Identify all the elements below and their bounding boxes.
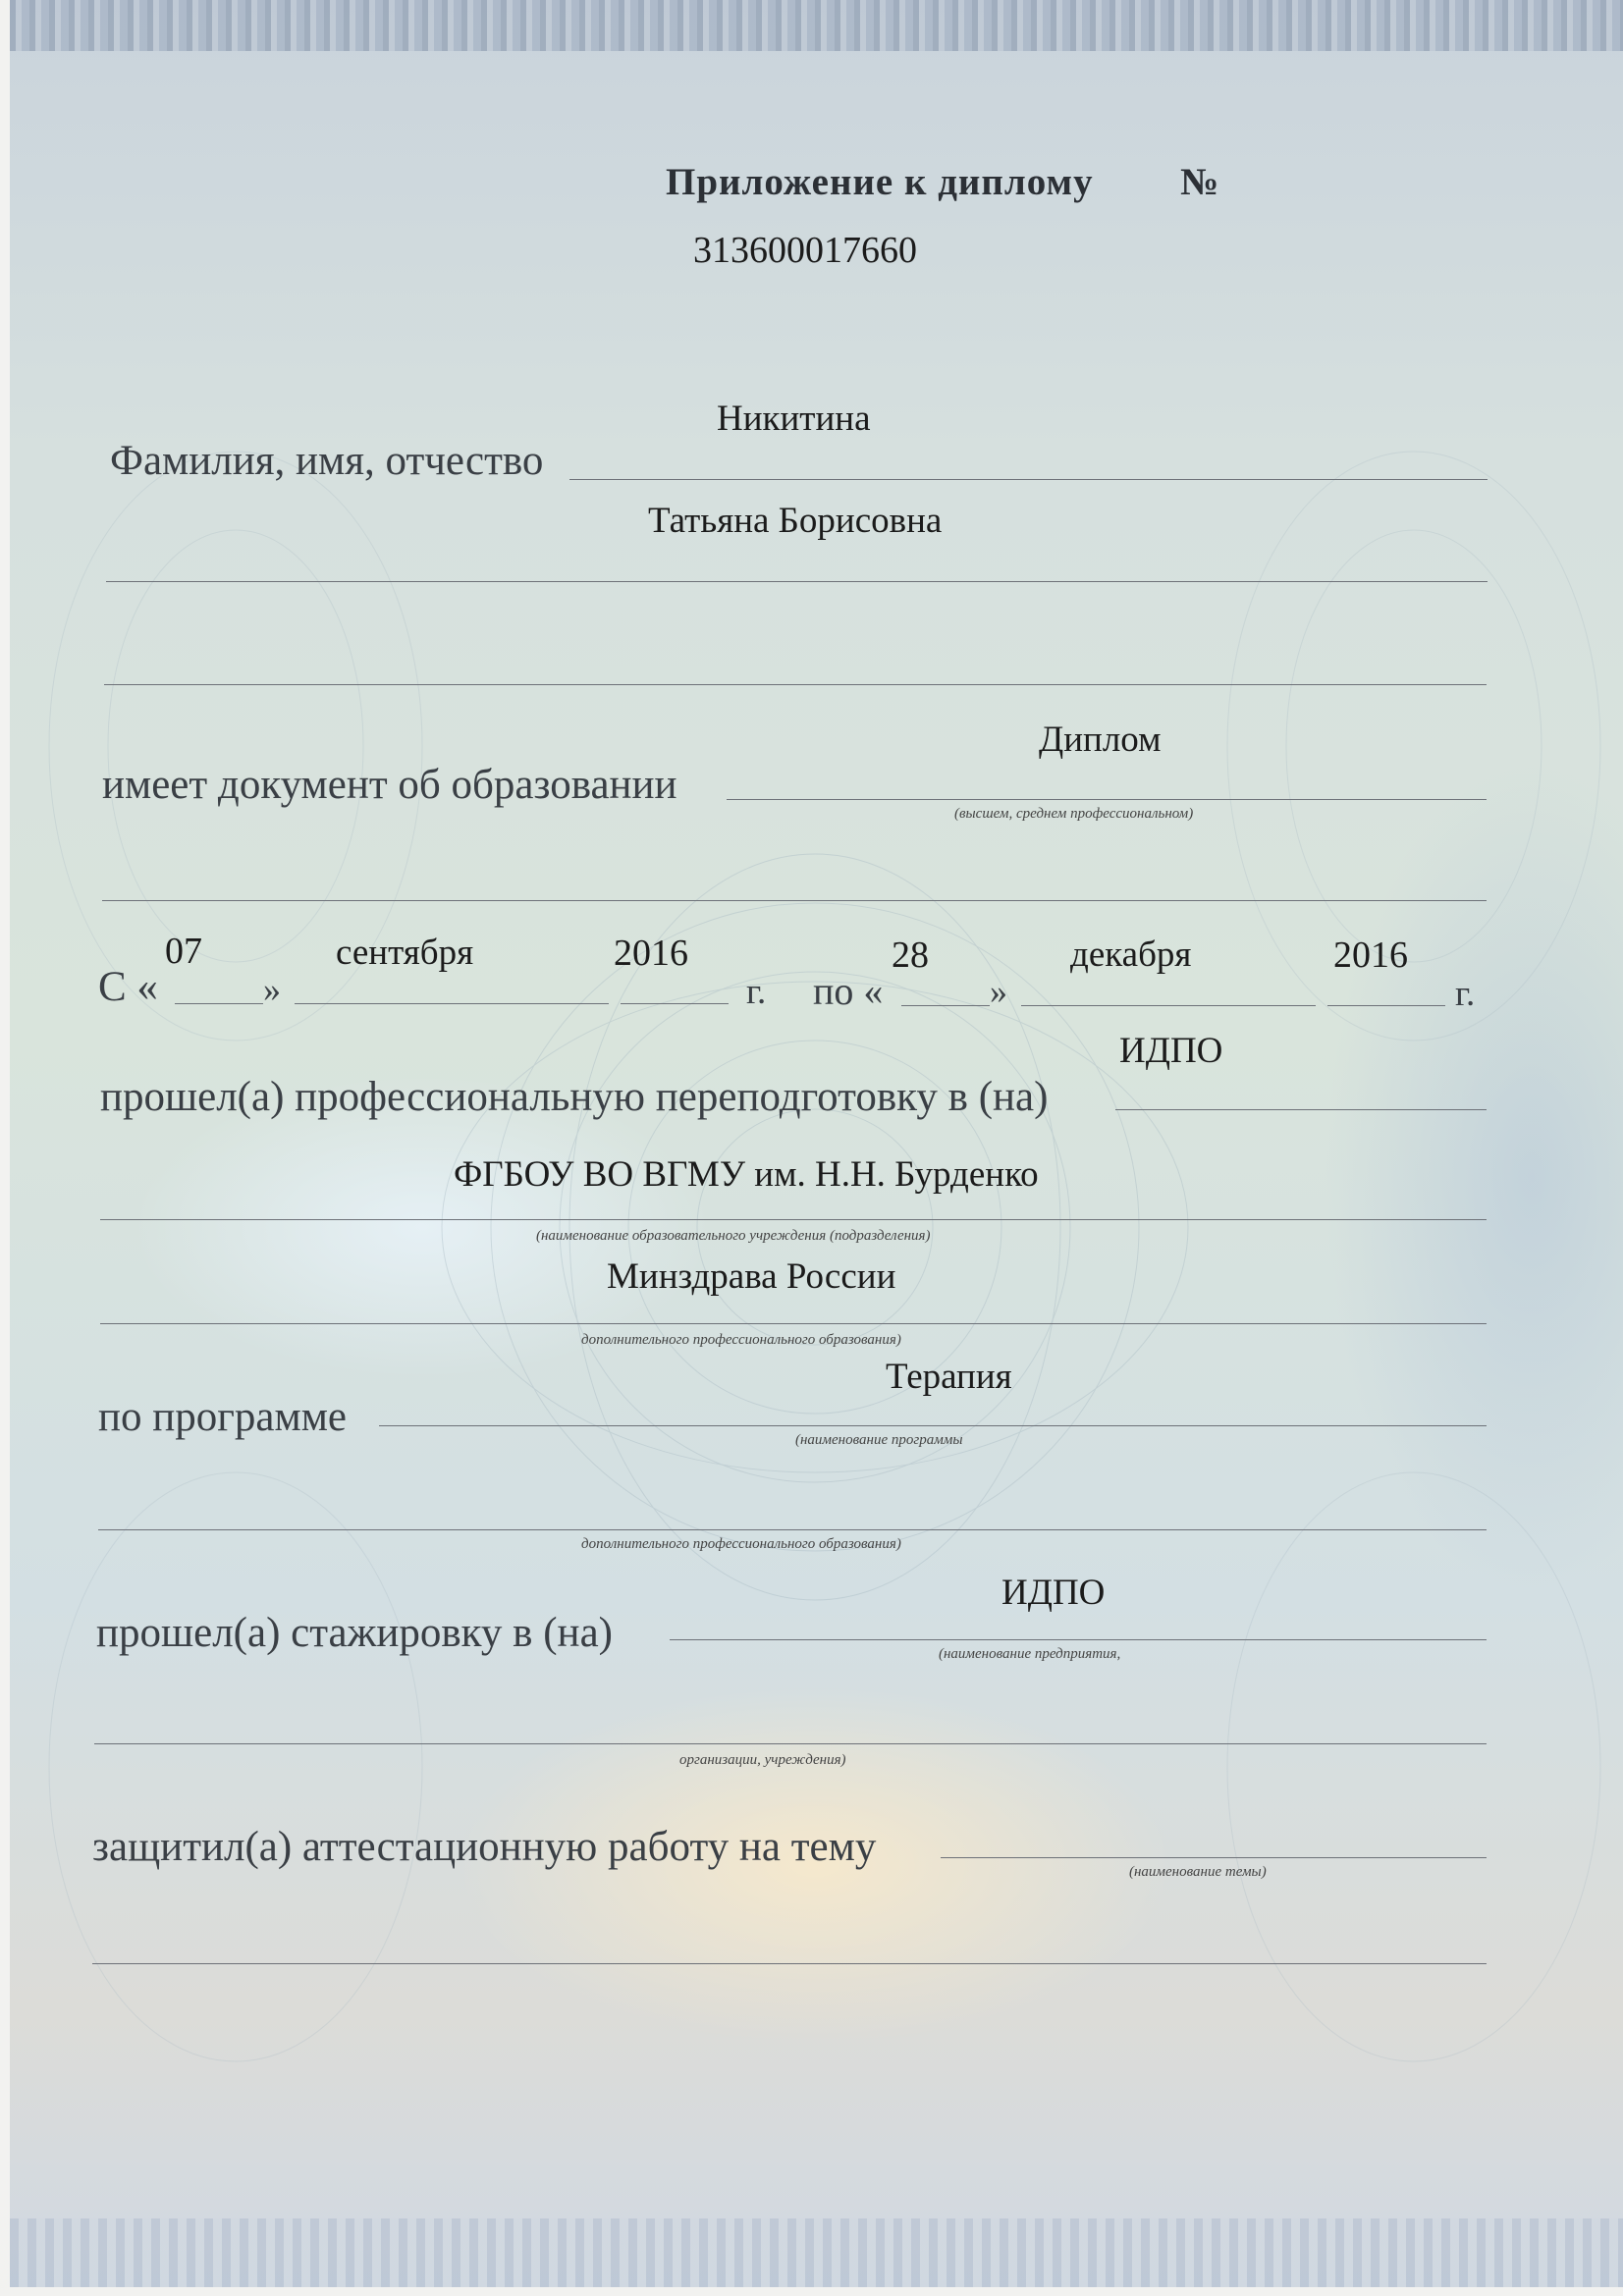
to-prefix: по «	[813, 969, 884, 1013]
to-year-value: 2016	[1333, 934, 1408, 976]
to-year-line	[1327, 1005, 1445, 1006]
surname-value: Никитина	[717, 399, 871, 439]
program-caption-2: дополнительного профессионального образования)	[581, 1536, 901, 1552]
retraining-line-1	[1115, 1109, 1487, 1110]
fio-label: Фамилия, имя, отчество	[110, 438, 544, 484]
from-year-suffix: г.	[746, 972, 767, 1012]
name-patronymic-value: Татьяна Борисовна	[648, 501, 943, 541]
guilloche-background-pattern	[10, 0, 1623, 2287]
institution-caption: (наименование образовательного учреждения (подразделения)	[536, 1228, 931, 1244]
to-day-value: 28	[892, 934, 929, 976]
from-prefix: С «	[98, 964, 158, 1010]
ministry-line	[100, 1323, 1487, 1324]
thesis-line-2	[92, 1963, 1487, 1964]
program-line-2	[98, 1529, 1487, 1530]
to-month-value: декабря	[1070, 934, 1192, 975]
from-year-value: 2016	[614, 933, 688, 974]
number-sign: №	[1180, 161, 1220, 203]
education-line-1	[727, 799, 1487, 800]
education-value: Диплом	[1039, 720, 1162, 760]
document-title: Приложение к диплому	[666, 161, 1094, 203]
thesis-label: защитил(а) аттестационную работу на тему	[92, 1824, 877, 1870]
from-month-value: сентября	[336, 933, 474, 973]
institution-value: ФГБОУ ВО ВГМУ им. Н.Н. Бурденко	[454, 1154, 1039, 1195]
fio-line-3	[104, 684, 1487, 685]
to-month-line	[1021, 1005, 1316, 1006]
from-month-line	[295, 1003, 609, 1004]
from-day-value: 07	[165, 931, 202, 972]
thesis-caption: (наименование темы)	[1129, 1864, 1267, 1880]
program-label: по программе	[98, 1394, 348, 1440]
diploma-supplement-page	[10, 0, 1623, 2287]
internship-caption: (наименование предприятия,	[939, 1646, 1121, 1662]
education-line-2	[102, 900, 1487, 901]
ministry-caption: дополнительного профессионального образования)	[581, 1332, 901, 1348]
fio-line-2	[106, 581, 1488, 582]
to-quote-close: »	[990, 972, 1007, 1011]
internship-value: ИДПО	[1001, 1573, 1106, 1613]
thesis-line-1	[941, 1857, 1487, 1858]
to-year-suffix: г.	[1455, 974, 1476, 1014]
ministry-value: Минздрава России	[607, 1256, 896, 1297]
internship-line-2	[94, 1743, 1487, 1744]
from-quote-close: »	[263, 970, 281, 1009]
fio-line-1	[569, 479, 1488, 480]
internship-label: прошел(а) стажировку в (на)	[96, 1610, 613, 1656]
program-caption: (наименование программы	[795, 1432, 963, 1448]
program-value: Терапия	[886, 1357, 1012, 1397]
supplement-number: 313600017660	[693, 230, 917, 271]
internship-caption-2: организации, учреждения)	[679, 1752, 846, 1768]
internship-line-1	[670, 1639, 1487, 1640]
to-day-line	[901, 1005, 990, 1006]
institution-line	[100, 1219, 1487, 1220]
education-label: имеет документ об образовании	[102, 762, 677, 808]
education-caption: (высшем, среднем профессиональном)	[954, 806, 1194, 822]
program-line-1	[379, 1425, 1487, 1426]
retraining-label: прошел(а) профессиональную переподготовку в (на)	[100, 1074, 1049, 1120]
from-day-line	[175, 1003, 263, 1004]
from-year-line	[621, 1003, 729, 1004]
retraining-value: ИДПО	[1119, 1031, 1223, 1071]
